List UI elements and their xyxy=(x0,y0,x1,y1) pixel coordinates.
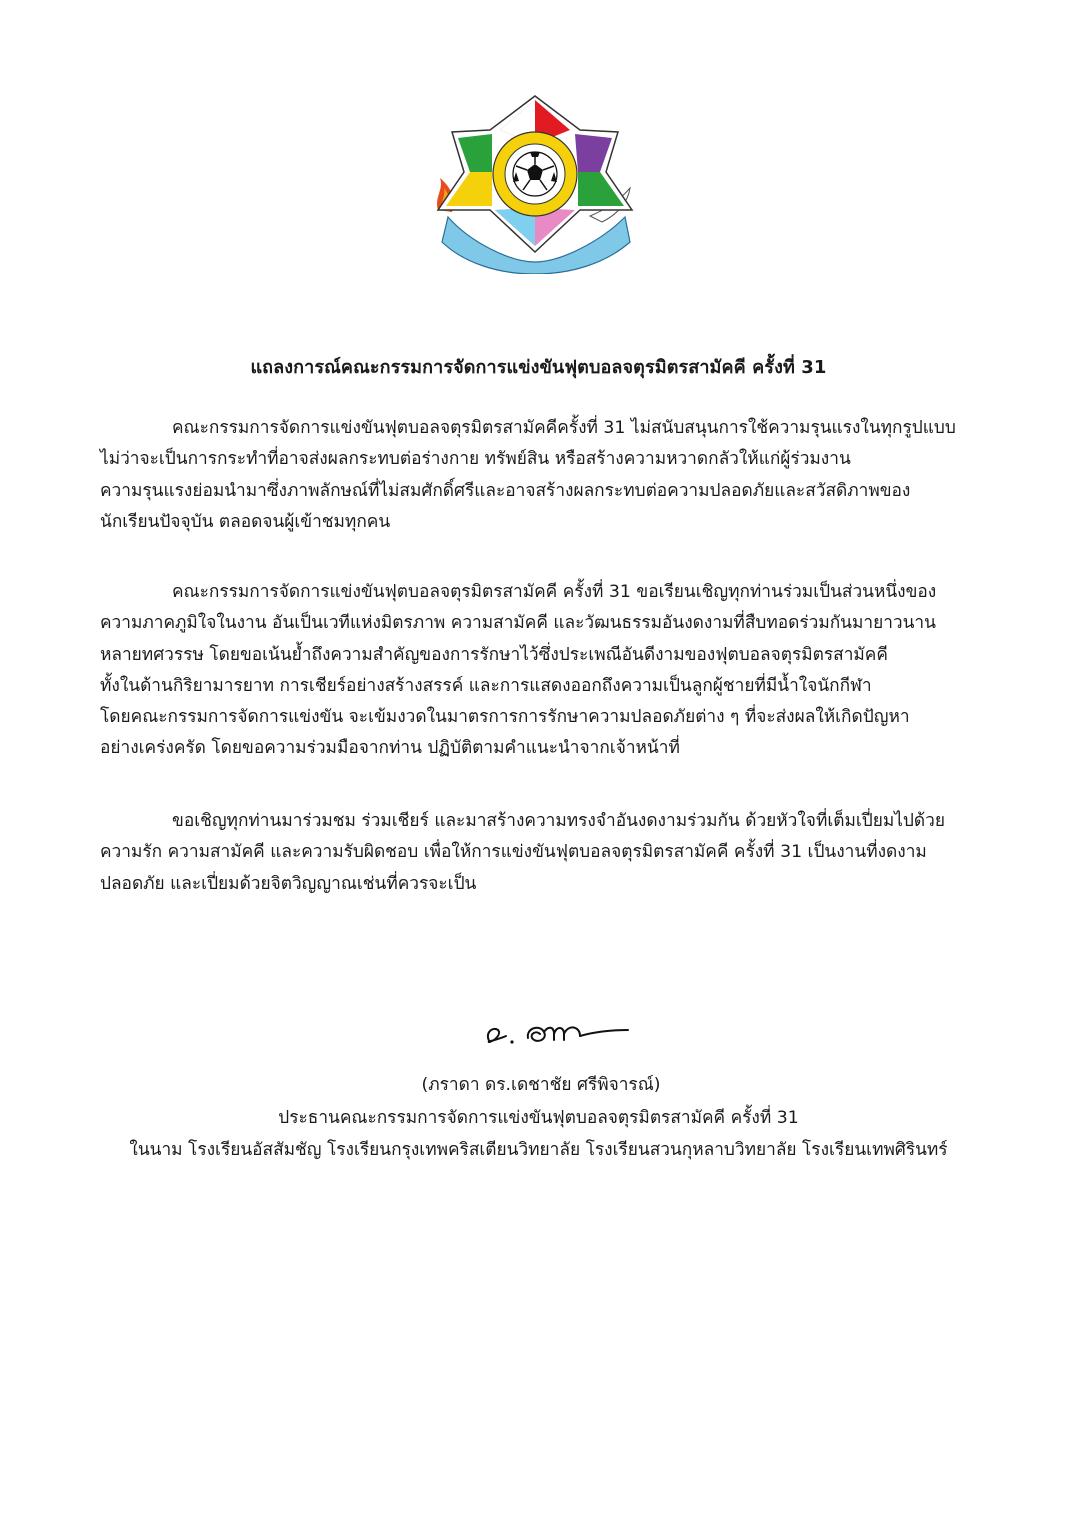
paragraph-line: ขอเชิญทุกท่านมาร่วมชม ร่วมเชียร์ และมาสร้างความทรงจำอันงดงามร่วมกัน ด้วยหัวใจที่เต็มเปี่ยมไปด้วย xyxy=(172,811,945,831)
signature-icon xyxy=(476,1012,636,1052)
paragraph xyxy=(100,577,977,765)
paragraph xyxy=(100,806,977,900)
paragraph-line: โดยคณะกรรมการจัดการแข่งขัน จะเข้มงวดในมาตรการการรักษาความปลอดภัยต่าง ๆ ที่จะส่งผลให้เกิดปัญหา xyxy=(100,707,910,728)
paragraph-line: ทั้งในด้านกิริยามารยาท การเชียร์อย่างสร้างสรรค์ และการแสดงออกถึงความเป็นลูกผู้ชายที่มีน้ำใจนักกีฬา xyxy=(100,675,872,696)
paragraph-line: หลายทศวรรษ โดยขอเน้นย้ำถึงความสำคัญของการรักษาไว้ซึ่งประเพณีอันดีงามของฟุตบอลจตุรมิตรสามัคคี xyxy=(100,644,888,665)
paragraph xyxy=(100,413,977,538)
paragraph-line: ไม่ว่าจะเป็นการกระทำที่อาจส่งผลกระทบต่อร่างกาย ทรัพย์สิน หรือสร้างความหวาดกลัวให้แก่ผู้ร่วมงาน xyxy=(100,449,851,470)
paragraph-line: ความภาคภูมิใจในงาน อันเป็นเวทีแห่งมิตรภาพ ความสามัคคี และวัฒนธรรมอันงดงามที่สืบทอดร่วมกันมายาวนาน xyxy=(100,613,936,634)
paragraph-line: คณะกรรมการจัดการแข่งขันฟุตบอลจตุรมิตรสามัคคี ครั้งที่ 31 ขอเรียนเชิญทุกท่านร่วมเป็นส่วนหนึ่งของ xyxy=(172,582,937,602)
paragraph-line: คณะกรรมการจัดการแข่งขันฟุตบอลจตุรมิตรสามัคคีครั้งที่ 31 ไม่สนับสนุนการใช้ความรุนแรงในทุกรูปแบบ xyxy=(172,418,956,438)
signatory-behalf: ในนาม โรงเรียนอัสสัมชัญ โรงเรียนกรุงเทพคริสเตียนวิทยาลัย โรงเรียนสวนกุหลาบวิทยาลัย โรงเรียนเทพศิรินทร์ xyxy=(129,1140,948,1160)
signatory-name: (ภราดา ดร.เดชาชัย ศรีพิจารณ์) xyxy=(421,1075,661,1095)
school-crest-icon xyxy=(430,92,640,274)
paragraph-line: นักเรียนปัจจุบัน ตลอดจนผู้เข้าชมทุกคน xyxy=(100,511,391,532)
paragraph-line: อย่างเคร่งครัด โดยขอความร่วมมือจากท่าน ปฏิบัติตามคำแนะนำจากเจ้าหน้าที่ xyxy=(100,738,680,759)
paragraph-line: ปลอดภัย และเปี่ยมด้วยจิตวิญญาณเช่นที่ควรจะเป็น xyxy=(100,873,477,894)
document-title: แถลงการณ์คณะกรรมการจัดการแข่งขันฟุตบอลจตุรมิตรสามัคคี ครั้งที่ 31 xyxy=(250,357,827,378)
signatory-role: ประธานคณะกรรมการจัดการแข่งขันฟุตบอลจตุรมิตรสามัคคี ครั้งที่ 31 xyxy=(278,1108,799,1128)
paragraph-line: ความรุนแรงย่อมนำมาซึ่งภาพลักษณ์ที่ไม่สมศักดิ์ศรีและอาจสร้างผลกระทบต่อความปลอดภัยและสวัสดิภาพของ xyxy=(100,480,911,501)
paragraph-line: ความรัก ความสามัคคี และความรับผิดชอบ เพื่อให้การแข่งขันฟุตบอลจตุรมิตรสามัคคี ครั้งที่ 31 เป็นงานที่งดงาม xyxy=(100,842,927,863)
